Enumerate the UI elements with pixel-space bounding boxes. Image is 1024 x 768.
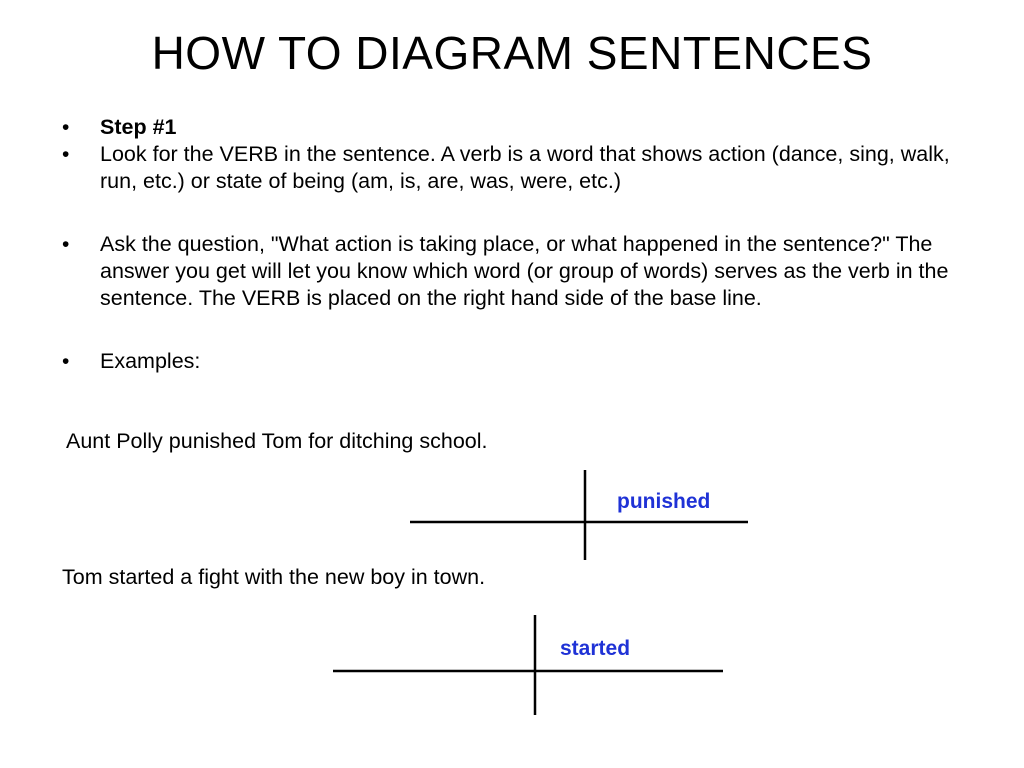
bullet-item-step [62,114,962,141]
step-label: Step #1 [100,115,177,139]
bullet-list [62,114,962,375]
diagram-verb: punished [617,490,711,513]
bullet-text: Ask the question, "What action is taking place, or what happened in the sentence?" The answer you get will let you know which word (or group of words) serves as the verb in the sentence. The VERB is placed on the right hand side of the base line. [100,232,949,310]
bullet-text: Examples: [100,349,201,373]
bullet-marker: • [62,233,70,256]
sentence-diagram-2 [325,607,735,722]
example-sentence-1: Aunt Polly punished Tom for ditching school. [66,429,488,453]
bullet-marker: • [62,116,70,139]
bullet-text: Look for the VERB in the sentence. A verb is a word that shows action (dance, sing, walk, run, etc.) or state of being (am, is, are, was, were, etc.) [100,142,950,193]
diagram-verb: started [560,637,631,660]
bullet-item-verb-definition [62,141,962,195]
example-sentence-2: Tom started a fight with the new boy in town. [62,565,486,589]
bullet-marker: • [62,143,70,166]
sentence-diagram-1 [400,464,760,564]
bullet-item-examples [62,348,962,375]
bullet-marker: • [62,350,70,373]
slide-title: HOW TO DIAGRAM SENTENCES [151,27,873,79]
bullet-item-ask-question [62,231,962,312]
